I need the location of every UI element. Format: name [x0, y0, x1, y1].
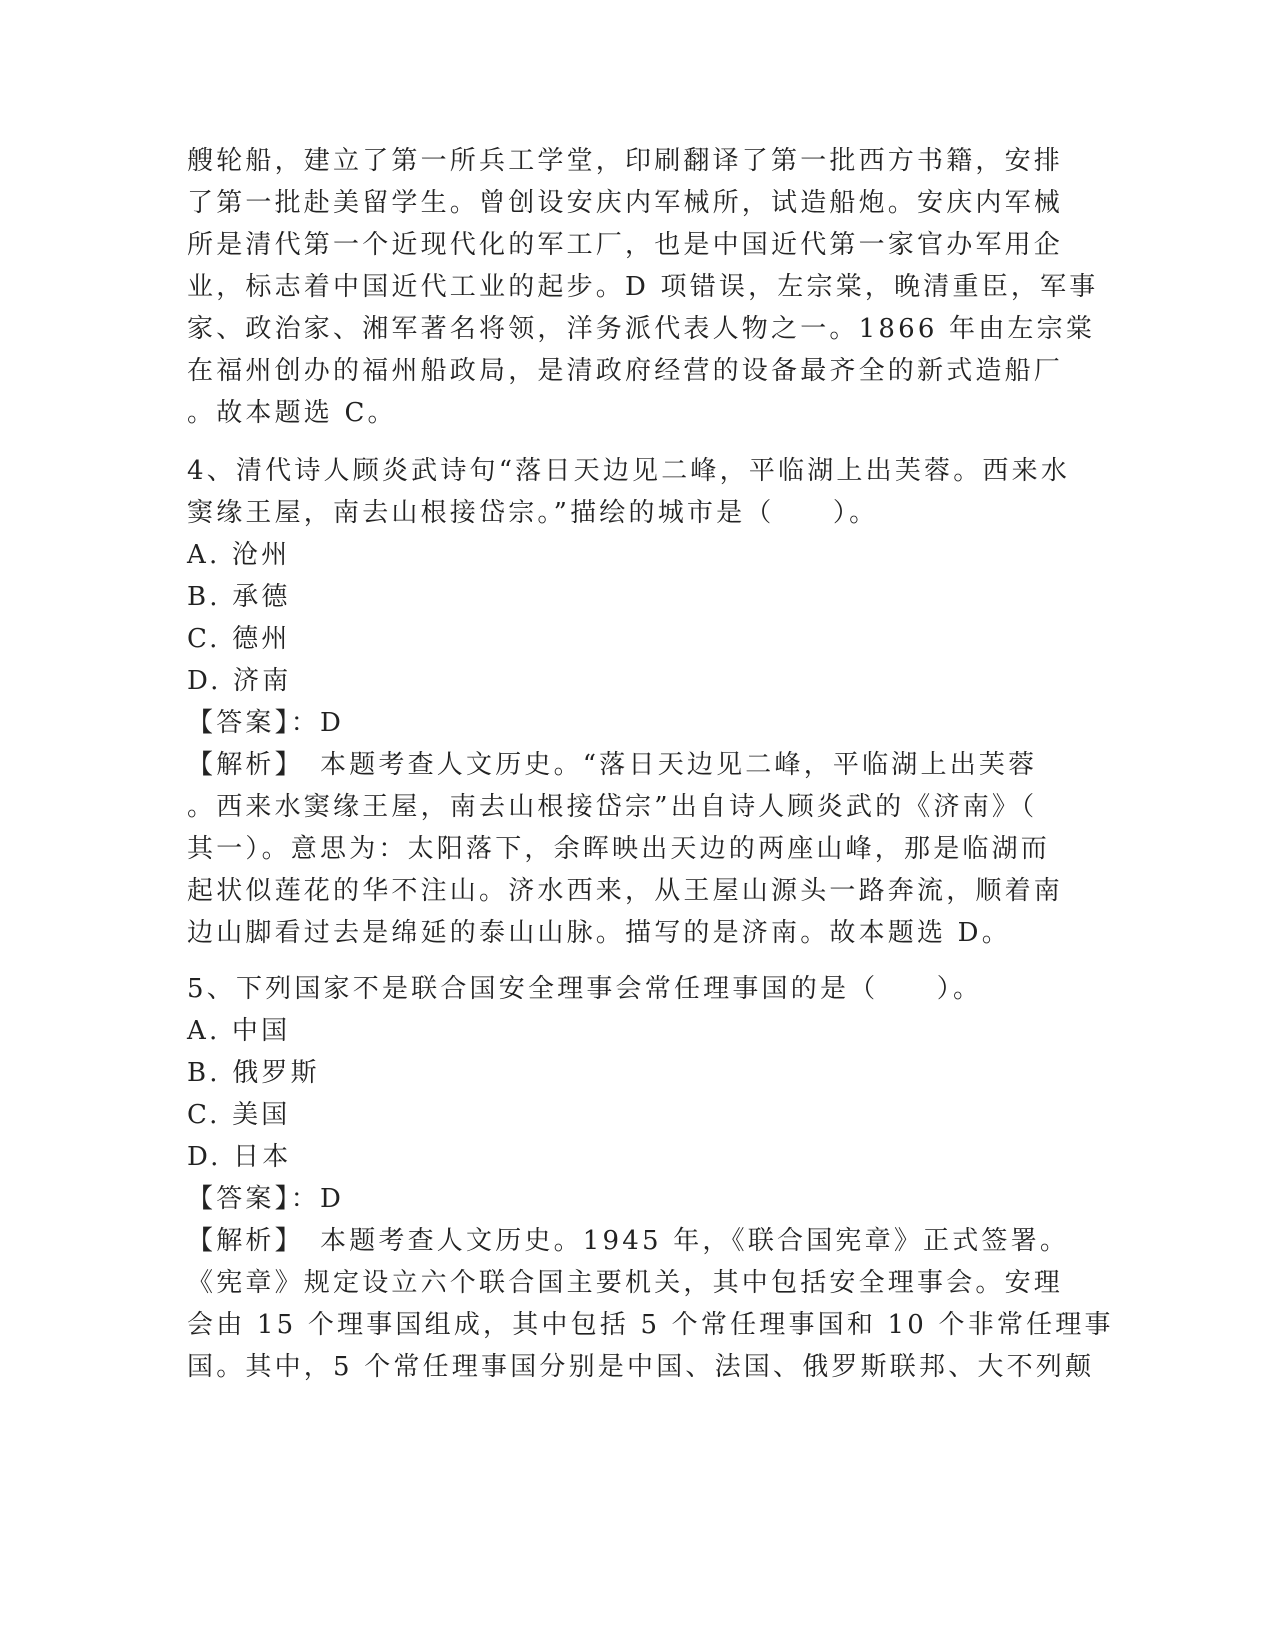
paragraph-line: 艘轮船，建立了第一所兵工学堂，印刷翻译了第一批西方书籍，安排 — [187, 146, 1064, 176]
explanation-line: 【解析】 本题考查人文历史。“落日天边见二峰，平临湖上出芙蓉 — [187, 750, 1038, 780]
paragraph-line: 。故本题选 C。 — [187, 398, 397, 428]
explanation-line: 《宪章》规定设立六个联合国主要机关，其中包括安全理事会。安理 — [187, 1268, 1064, 1298]
paragraph-line: 所是清代第一个近现代化的军工厂，也是中国近代第一家官办军用企 — [187, 230, 1064, 260]
question-4 — [187, 450, 1087, 954]
explanation-line: 。西来水窦缘王屋，南去山根接岱宗”出自诗人顾炎武的《济南》（ — [187, 792, 1038, 822]
explanation-line: 起状似莲花的华不注山。济水西来，从王屋山源头一路奔流，顺着南 — [187, 876, 1064, 906]
explanation-line: 边山脚看过去是绵延的泰山山脉。描写的是济南。故本题选 D。 — [187, 918, 1011, 948]
option-a: A. 中国 — [187, 1016, 291, 1046]
explanation-line: 会由 15 个理事国组成，其中包括 5 个常任理事国和 10 个非常任理事 — [187, 1310, 1114, 1340]
option-c: C. 德州 — [187, 624, 291, 654]
question-text: 窦缘王屋，南去山根接岱宗。”描绘的城市是（ ）。 — [187, 498, 879, 528]
explanation-line: 国。其中，5 个常任理事国分别是中国、法国、俄罗斯联邦、大不列颠 — [187, 1352, 1095, 1382]
q3-explanation — [187, 140, 1099, 434]
question-text: 5、下列国家不是联合国安全理事会常任理事国的是（ ）。 — [187, 974, 983, 1004]
question-5 — [187, 968, 1114, 1388]
option-b: B. 承德 — [187, 582, 291, 612]
option-d: D. 济南 — [187, 666, 292, 696]
option-b: B. 俄罗斯 — [187, 1058, 320, 1088]
question-text: 4、清代诗人顾炎武诗句“落日天边见二峰，平临湖上出芙蓉。西来水 — [187, 456, 1071, 486]
paragraph-line: 家、政治家、湘军著名将领，洋务派代表人物之一。1866 年由左宗棠 — [187, 314, 1096, 344]
paragraph-line: 了第一批赴美留学生。曾创设安庆内军械所，试造船炮。安庆内军械 — [187, 188, 1064, 218]
answer-line: 【答案】：D — [187, 1184, 345, 1214]
explanation-line: 其一）。意思为：太阳落下，余晖映出天边的两座山峰，那是临湖而 — [187, 834, 1051, 864]
option-d: D. 日本 — [187, 1142, 292, 1172]
explanation-line: 【解析】 本题考查人文历史。1945 年，《联合国宪章》正式签署。 — [187, 1226, 1070, 1256]
paragraph-line: 在福州创办的福州船政局，是清政府经营的设备最齐全的新式造船厂 — [187, 356, 1064, 386]
option-c: C. 美国 — [187, 1100, 291, 1130]
paragraph-line: 业，标志着中国近代工业的起步。D 项错误，左宗棠，晚清重臣，军事 — [187, 272, 1099, 302]
answer-line: 【答案】：D — [187, 708, 345, 738]
option-a: A. 沧州 — [187, 540, 291, 570]
